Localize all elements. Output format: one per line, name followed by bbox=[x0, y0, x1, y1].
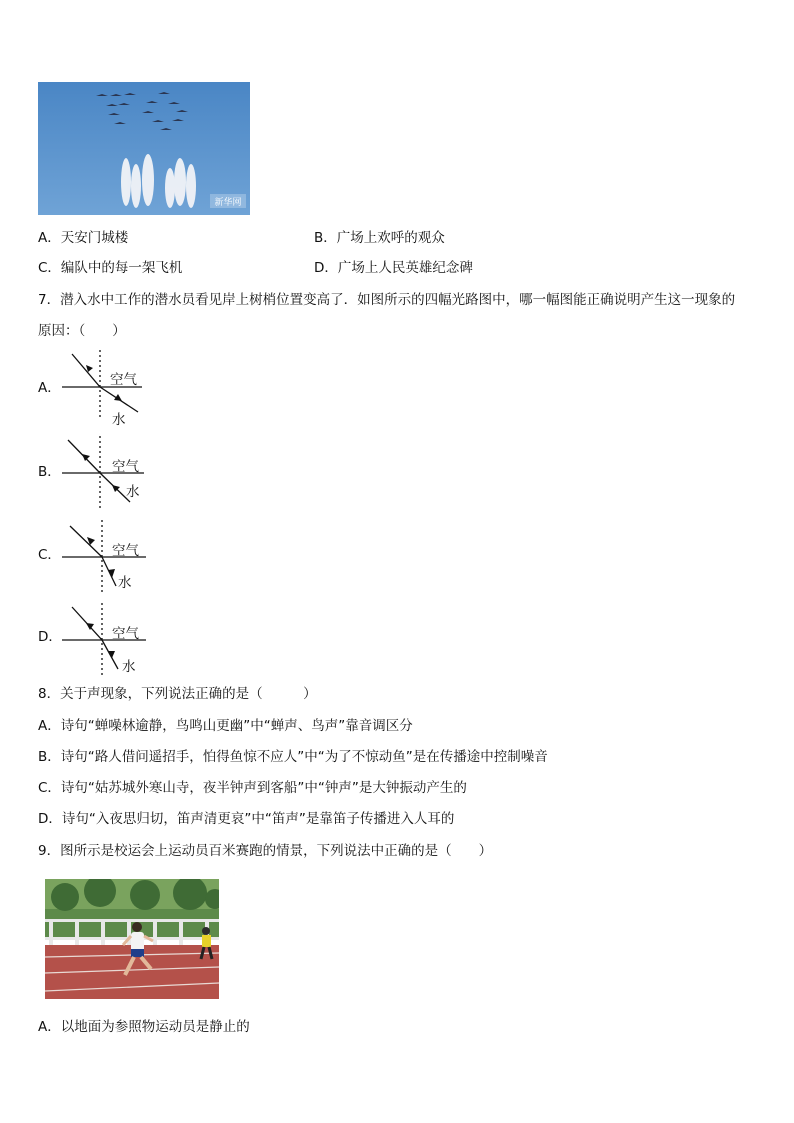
q7-diagram-b bbox=[60, 436, 150, 516]
q7-option-a-letter: A． bbox=[38, 380, 61, 396]
sprint-race-photo bbox=[45, 879, 219, 999]
water-label: 水 bbox=[112, 412, 126, 428]
q7-stem-line2: 原因：（ ） bbox=[38, 323, 126, 339]
q8-option-a: A．诗句“蝉噪林逾静，鸟鸣山更幽”中“蝉声、鸟声”靠音调区分 bbox=[38, 718, 413, 734]
q9-stem: 9．图所示是校运会上运动员百米赛跑的情景，下列说法中正确的是（ ） bbox=[38, 843, 493, 859]
q7-option-c-letter: C． bbox=[38, 547, 61, 563]
q8-option-d: D．诗句“入夜思归切，笛声清更哀”中“笛声”是靠笛子传播进入人耳的 bbox=[38, 811, 455, 827]
water-label: 水 bbox=[126, 484, 140, 500]
q7-diagram-c bbox=[60, 520, 150, 600]
q6-option-b: B．广场上欢呼的观众 bbox=[314, 230, 445, 246]
air-label: 空气 bbox=[112, 459, 139, 475]
water-label: 水 bbox=[118, 575, 132, 591]
q7-diagram-a bbox=[60, 350, 150, 430]
formation-flight-photo bbox=[38, 82, 250, 215]
q6-option-d: D．广场上人民英雄纪念碑 bbox=[314, 260, 473, 276]
water-label: 水 bbox=[122, 659, 136, 675]
q7-stem-line1: 7．潜入水中工作的潜水员看见岸上树梢位置变高了．如图所示的四幅光路图中，哪一幅图能正确说明产生这一现象的 bbox=[38, 292, 736, 308]
q6-option-a: A．天安门城楼 bbox=[38, 230, 129, 246]
q7-option-d-letter: D． bbox=[38, 629, 62, 645]
q8-stem: 8．关于声现象，下列说法正确的是（ ） bbox=[38, 686, 317, 702]
air-label: 空气 bbox=[112, 626, 139, 642]
air-label: 空气 bbox=[112, 543, 139, 559]
q7-option-b-letter: B． bbox=[38, 464, 61, 480]
q9-option-a: A．以地面为参照物运动员是静止的 bbox=[38, 1019, 250, 1035]
q8-option-b: B．诗句“路人借问遥招手，怕得鱼惊不应人”中“为了不惊动鱼”是在传播途中控制噪音 bbox=[38, 749, 548, 765]
q7-diagram-d bbox=[60, 603, 150, 683]
q8-option-c: C．诗句“姑苏城外寒山寺，夜半钟声到客船”中“钟声”是大钟振动产生的 bbox=[38, 780, 467, 796]
air-label: 空气 bbox=[110, 372, 137, 388]
q6-option-c: C．编队中的每一架飞机 bbox=[38, 260, 183, 276]
watermark-text: 新华网 bbox=[214, 198, 242, 208]
